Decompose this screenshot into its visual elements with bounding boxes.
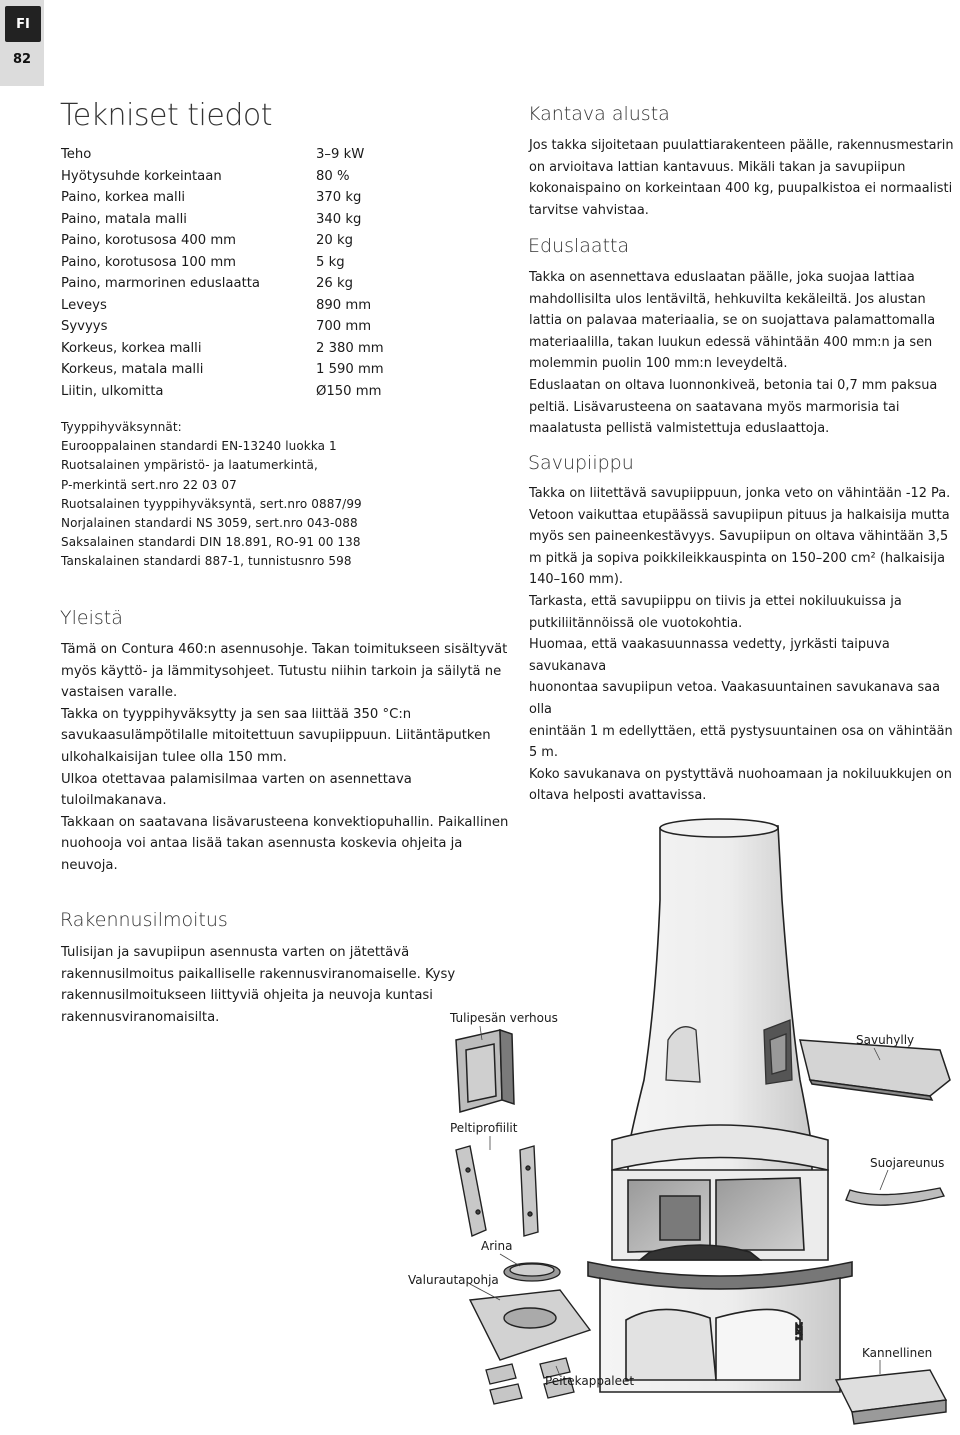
text-line: Takka on liitettävä savupiippuun, jonka veto on vähintään -12 Pa. (529, 486, 951, 501)
savuhylly-part (800, 1040, 950, 1100)
tulipesan-verhous-part (456, 1030, 514, 1112)
spec-value: 700 mm (316, 319, 372, 334)
spec-label: Paino, marmorinen eduslaatta (61, 276, 261, 291)
text-line: peltiä. Lisävarusteena on saatavana myös marmorisia tai (529, 399, 900, 415)
approval-line: Ruotsalainen tyyppihyväksyntä, sert.nro 0887/99 (61, 496, 362, 511)
spec-label: Korkeus, korkea malli (61, 340, 202, 356)
valurautapohja-part (470, 1290, 590, 1360)
approval-line: Eurooppalainen standardi EN-13240 luokka 1 (61, 439, 337, 454)
callout-kannellinen: Kannellinen (862, 1346, 933, 1360)
spec-value: 370 kg (316, 190, 362, 205)
approval-line: Norjalainen standardi NS 3059, sert.nro 043-088 (61, 516, 358, 531)
text-line: savukaasulämpötilalle mitoitettuun savupiippuun. Liitäntäputken (61, 728, 491, 744)
text-line: Takka on tyyppihyväksytty ja sen saa liittää 350 °C:n (61, 706, 412, 722)
kannellinen-part (836, 1370, 946, 1424)
text-line: m pitkä ja sopiva poikkileikkauspinta on 150–200 cm² (halkaisija (529, 550, 945, 566)
callout-valurautapohja: Valurautapohja (408, 1273, 499, 1287)
text-line: Takka on asennettava eduslaatan päälle, joka suojaa lattiaa (529, 270, 915, 285)
spec-label: Hyötysuhde korkeintaan (61, 168, 222, 184)
text-line: Vetoon vaikuttaa etupäässä savupiipun pituus ja halkaisija mutta (529, 507, 950, 523)
arina-part (504, 1263, 560, 1281)
spec-label: Liitin, ulkomitta (61, 383, 164, 399)
text-line: huonontaa savupiipun vetoa. Vaakasuuntainen savukanava saa olla (529, 680, 941, 717)
suojareunus-part (846, 1188, 944, 1205)
callout-suojareunus: Suojareunus (870, 1156, 945, 1170)
spec-label: Paino, korotusosa 400 mm (61, 233, 237, 248)
page-number: 82 (12, 52, 32, 67)
approval-line: Tyyppihyväksynnät: (61, 420, 182, 434)
text-line: Tulisijan ja savupiipun asennusta varten on jätettävä (61, 945, 410, 960)
callout-arina: Arina (481, 1239, 513, 1253)
section-heading-rakennusilmoitus: Rakennusilmoitus (60, 909, 228, 931)
brand-mark: LEK (795, 1322, 804, 1340)
text-line: on arvioitava lattian kantavuus. Mikäli takan ja savupiipun (529, 159, 906, 175)
text-line: tarvitse vahvistaa. (529, 202, 649, 218)
stove-base (600, 1278, 840, 1392)
spec-value: Ø150 mm (316, 383, 382, 399)
text-line: rakennusilmoitus paikalliselle rakennusviranomaiselle. Kysy (61, 966, 456, 982)
spec-value: 2 380 mm (316, 340, 384, 356)
text-line: Tarkasta, että savupiippu on tiivis ja ettei nokiluukuissa ja (529, 593, 902, 609)
approval-line: Saksalainen standardi DIN 18.891, RO-91 00 138 (61, 535, 361, 550)
callout-savuhylly: Savuhylly (856, 1033, 915, 1047)
spec-value: 26 kg (316, 276, 353, 291)
text-line: lattia on palavaa materiaalia, se on suojattava palamattomalla (529, 313, 936, 329)
peltiprofiilit-part (456, 1146, 538, 1236)
spec-value: 340 kg (316, 211, 362, 227)
callout-tulipesan-verhous: Tulipesän verhous (450, 1011, 558, 1025)
text-line: Huomaa, että vaakasuunnassa vedetty, jyrkästi taipuva savukanava (529, 637, 890, 674)
text-line: vastaisen varalle. (61, 685, 178, 701)
text-line: materiaalilla, takan luukun edessä vähintään 400 mm:n ja sen (529, 334, 933, 350)
spec-label: Korkeus, matala malli (61, 362, 204, 377)
spec-label: Paino, matala malli (61, 211, 187, 227)
text-line: Koko savukanava on pystyttävä nuohoamaan ja nokiluukkujen on (529, 766, 952, 782)
text-line: 5 m. (529, 745, 558, 761)
section-heading-eduslaatta: Eduslaatta (528, 235, 630, 257)
spec-value: 80 % (316, 168, 350, 184)
text-line: Takkaan on saatavana lisävarusteena konvektiopuhallin. Paikallinen (61, 814, 509, 830)
spec-label: Syvyys (61, 319, 108, 334)
text-line: Eduslaatan on oltava luonnonkiveä, betonia tai 0,7 mm paksua (529, 377, 938, 393)
text-line: mahdollisilta ulos lentäviltä, hehkuvilta kekäleiltä. Jos alustan (529, 291, 926, 307)
text-line: maalatusta pellistä valmistettuja eduslaattoja. (529, 421, 830, 437)
firebox (612, 1170, 828, 1260)
text-line: rakennusviranomaisilta. (61, 1009, 220, 1025)
spec-label: Leveys (61, 297, 107, 313)
text-line: neuvoja. (61, 857, 118, 873)
text-line: kokonaispaino on korkeintaan 400 kg, puupalkistoa ei normaalisti (529, 181, 953, 197)
text-line: molemmin puolin 100 mm:n leveydeltä. (529, 356, 788, 372)
text-line: enintään 1 m edellyttäen, että pystysuuntainen osa on vähintään (529, 723, 953, 739)
spec-value: 5 kg (316, 254, 345, 270)
spec-label: Paino, korotusosa 100 mm (61, 254, 237, 270)
text-line: putkiliitännöissä ole vuotokohtia. (529, 615, 743, 631)
approval-line: P-merkintä sert.nro 22 03 07 (61, 477, 237, 492)
text-line: oltava helposti avattavissa. (529, 788, 707, 804)
spec-value: 3–9 kW (316, 147, 365, 162)
callout-peitekappaleet: Peitekappaleet (545, 1374, 635, 1388)
text-line: myös sen paineenkestävyys. Savupiipun on oltava vähintään 3,5 (529, 529, 949, 545)
page-title: Tekniset tiedot (60, 98, 273, 133)
spec-value: 20 kg (316, 233, 353, 248)
text-line: Jos takka sijoitetaan puulattiarakenteen päälle, rakennusmestarin (529, 138, 954, 153)
section-heading-kantava-alusta: Kantava alusta (528, 103, 670, 125)
callout-peltiprofiilit: Peltiprofiilit (450, 1121, 518, 1135)
approval-line: Tanskalainen standardi 887-1, tunnistusnro 598 (61, 554, 352, 569)
text-line: myös käyttö- ja lämmitysohjeet. Tutustu niihin tarkoin ja säilytä ne (61, 663, 502, 679)
text-line: Ulkoa otettavaa palamisilmaa varten on asennettava (61, 771, 412, 787)
approval-line: Ruotsalainen ympäristö- ja laatumerkintä, (61, 458, 318, 473)
spec-value: 890 mm (316, 297, 372, 313)
spec-label: Teho (61, 147, 92, 162)
spec-label: Paino, korkea malli (61, 190, 186, 205)
section-heading-savupiippu: Savupiippu (528, 452, 634, 474)
section-heading-yleista: Yleistä (60, 607, 123, 629)
text-line: 140–160 mm). (529, 572, 623, 588)
spec-value: 1 590 mm (316, 362, 384, 377)
text-line: nuohooja voi antaa lisää takan asennusta koskevia ohjeita ja (61, 836, 463, 852)
text-line: Tämä on Contura 460:n asennusohje. Takan toimitukseen sisältyvät (61, 642, 508, 657)
text-line: ulkohalkaisijan tulee olla 150 mm. (61, 749, 287, 765)
text-line: rakennusilmoitukseen liittyviä ohjeita ja neuvoja kuntasi (61, 988, 433, 1004)
language-badge: FI (5, 6, 41, 42)
text-line: tuloilmakanava. (61, 793, 167, 809)
